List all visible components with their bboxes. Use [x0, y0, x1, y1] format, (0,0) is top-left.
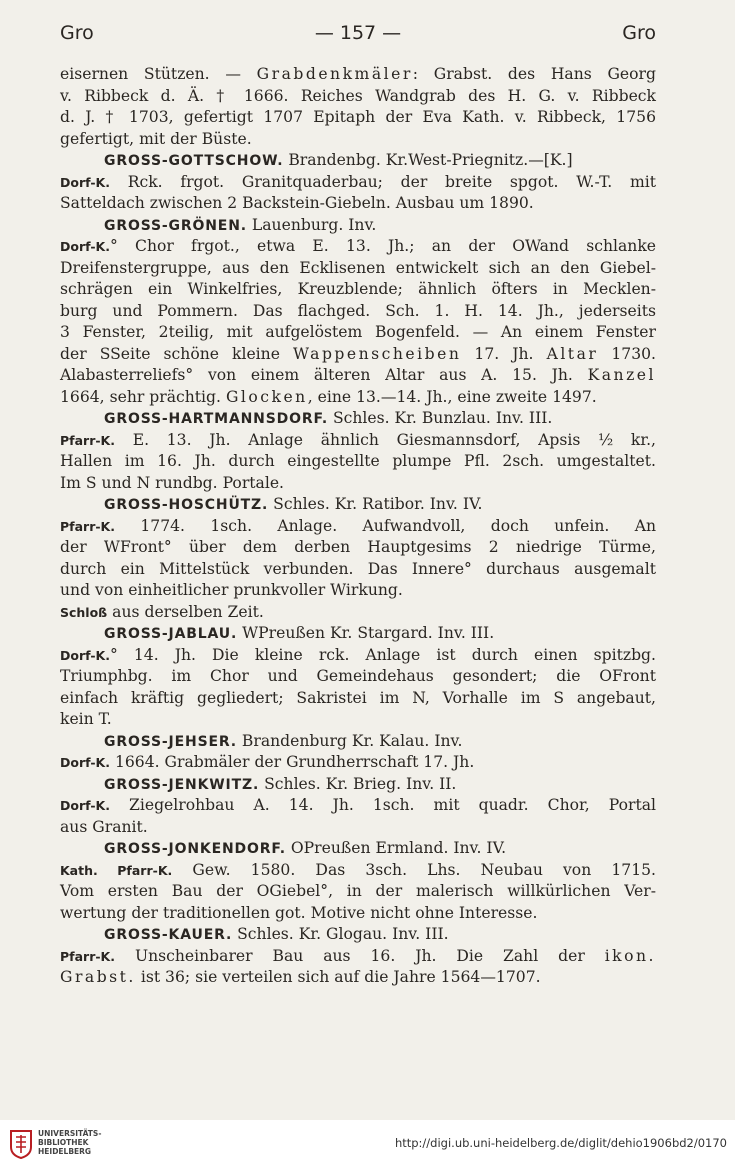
text-line: Dreifenstergruppe, aus den Ecklisenen entwickelt sich an den Giebel- — [60, 258, 656, 277]
building-label: Pfarr-K. — [60, 948, 115, 964]
text-line: Vom ersten Bau der OGiebel°, in der malerisch willkürlichen Ver- — [60, 882, 656, 900]
text-line — [60, 967, 656, 989]
spaced-term: Grabst. — [60, 968, 136, 986]
building-label: Dorf-K. — [60, 755, 110, 770]
text-line — [60, 344, 656, 366]
spaced-term: ikon. — [604, 946, 657, 965]
text-segment: ist 36; sie verteilen sich auf die Jahre 1564—1707. — [135, 968, 541, 986]
spaced-term: Glocken — [225, 387, 308, 406]
text-line: d. J. † 1703, gefertigt 1707 Epitaph der Eva Kath. v. Ribbeck, 1756 — [60, 108, 656, 126]
entry-heading: GROSS-JEHSER. — [104, 733, 237, 750]
building-label: Dorf-K. — [60, 647, 110, 663]
text-line: Im S und N rundbg. Portale. — [60, 473, 285, 492]
entry-heading: GROSS-GOTTSCHOW. — [104, 153, 284, 169]
building-label: Schloß — [60, 604, 108, 620]
text-line — [60, 602, 656, 624]
entry-heading-line — [60, 838, 656, 860]
entry-heading-line — [60, 924, 656, 946]
text-segment: aus derselben Zeit. — [112, 602, 264, 621]
text-line: 3 Fenster, 2teilig, mit aufgelöstem Bogenfeld. — An einem Fenster — [60, 323, 656, 341]
text-segment: ° Chor frgot., etwa E. 13. Jh.; an der OWand schlanke — [109, 237, 656, 255]
text-segment: Alabasterreliefs° von einem älteren Altar aus A. 15. Jh. — [60, 366, 588, 384]
spaced-term: Altar — [546, 344, 599, 363]
library-name — [38, 1129, 101, 1156]
building-label: Dorf-K. — [60, 174, 110, 190]
header-right-keyword: Gro — [622, 22, 656, 44]
text-line: Satteldach zwischen 2 Backstein-Giebeln. Ausbau um 1890. — [60, 194, 534, 212]
text-line: wertung der traditionellen got. Motive nicht ohne Interesse. — [60, 903, 538, 922]
text-line: gefertigt, mit der Büste. — [60, 129, 252, 148]
entry-heading: GROSS-HOSCHÜTZ. — [104, 497, 269, 513]
text-line: v. Ribbeck d. Ä. † 1666. Reiches Wandgrab des H. G. v. Ribbeck — [60, 86, 656, 105]
building-label: Kath. Pfarr-K. — [60, 862, 173, 878]
spaced-term: Wappenscheiben — [292, 344, 462, 363]
header-left-keyword: Gro — [60, 22, 94, 44]
entry-heading-rest: Schles. Kr. Bunzlau. Inv. III. — [332, 409, 553, 427]
spaced-term: Grabdenkmäler — [256, 65, 413, 83]
page-number: — 157 — — [314, 22, 402, 44]
entry-heading-rest: Schles. Kr. Brieg. Inv. II. — [264, 774, 457, 793]
entry-heading-line — [60, 623, 656, 645]
text-segment: Rck. frgot. Granitquaderbau; der breite spgot. W.-T. mit — [127, 172, 656, 191]
entry-heading-line — [60, 774, 656, 796]
text-line: durch ein Mittelstück verbunden. Das Innere° durchaus ausgemalt — [60, 559, 656, 578]
entry-heading: GROSS-JABLAU. — [104, 626, 238, 642]
text-segment: Gew. 1580. Das 3sch. Lhs. Neubau von 1715. — [192, 860, 656, 879]
entry-heading: GROSS-JONKENDORF. — [104, 841, 286, 857]
entry-heading-rest: Brandenburg Kr. Kalau. Inv. — [241, 731, 463, 750]
library-name-line: UNIVERSITÄTS- — [38, 1129, 102, 1138]
text-line: burg und Pommern. Das flachged. Sch. 1. H. 14. Jh., jederseits — [60, 301, 656, 320]
entry-heading-line — [60, 215, 656, 237]
entry-heading-rest: WPreußen Kr. Stargard. Inv. III. — [242, 624, 495, 642]
text-line: schrägen ein Winkelfries, Kreuzblende; ähnlich öfters in Mecklen- — [60, 280, 656, 298]
spaced-term: Kanzel — [587, 366, 656, 384]
running-header — [60, 22, 656, 52]
text-line — [60, 64, 656, 86]
text-segment: der SSeite schöne kleine — [60, 344, 293, 363]
entry-heading-line — [60, 494, 656, 516]
text-line — [60, 645, 656, 667]
library-logo[interactable] — [8, 1127, 118, 1163]
text-line — [60, 752, 656, 774]
entry-heading-line — [60, 731, 656, 753]
text-segment: 1730. — [598, 344, 656, 363]
entry-heading: GROSS-HARTMANNSDORF. — [104, 411, 328, 427]
entry-heading: GROSS-GRÖNEN. — [104, 217, 247, 234]
text-line — [60, 236, 656, 258]
text-segment: : Grabst. des Hans Georg — [412, 65, 656, 83]
building-label: Pfarr-K. — [60, 518, 115, 534]
entry-heading-line — [60, 408, 656, 430]
entry-heading: GROSS-JENKWITZ. — [104, 776, 260, 793]
building-label: Dorf-K. — [60, 239, 110, 254]
text-line: kein T. — [60, 710, 112, 728]
text-segment: 1774. 1sch. Anlage. Aufwandvoll, doch unfein. An — [140, 516, 656, 535]
text-line: einfach kräftig gegliedert; Sakristei im N, Vorhalle im S angebaut, — [60, 688, 656, 707]
text-line: aus Granit. — [60, 817, 148, 836]
text-line — [60, 172, 656, 194]
text-line — [60, 365, 656, 387]
source-url-link[interactable]: http://digi.ub.uni-heidelberg.de/diglit/dehio1906bd2/0170 — [394, 1136, 727, 1150]
text-segment: Unscheinbarer Bau aus 16. Jh. Die Zahl der — [134, 946, 605, 965]
entry-heading-line — [60, 150, 656, 172]
text-line — [60, 516, 656, 538]
text-line: der WFront° über dem derben Hauptgesims 2 niedrige Türme, — [60, 538, 656, 556]
text-segment: eisernen Stützen. — — [60, 65, 257, 83]
text-line — [60, 387, 656, 409]
text-line — [60, 860, 656, 882]
text-segment: Ziegelrohbau A. 14. Jh. 1sch. mit quadr. Chor, Portal — [129, 796, 656, 814]
building-label: Dorf-K. — [60, 798, 110, 813]
library-name-line: HEIDELBERG — [38, 1147, 92, 1156]
entry-heading-rest: Schles. Kr. Glogau. Inv. III. — [237, 925, 449, 943]
entry-heading: GROSS-KAUER. — [104, 927, 233, 943]
text-segment: E. 13. Jh. Anlage ähnlich Giesmannsdorf, Apsis ½ kr., — [132, 430, 656, 449]
entry-heading-rest: Lauenburg. Inv. — [251, 215, 377, 234]
text-line — [60, 795, 656, 817]
text-line — [60, 946, 656, 968]
entry-heading-rest: Brandenbg. Kr.West-Priegnitz.—[K.] — [288, 151, 573, 169]
text-segment: 1664. Grabmäler der Grundherrschaft 17. Jh. — [114, 753, 475, 771]
footer-bar — [0, 1120, 735, 1166]
text-line: Hallen im 16. Jh. durch eingestellte plumpe Pfl. 2sch. umgestaltet. — [60, 452, 656, 470]
entry-heading-rest: Schles. Kr. Ratibor. Inv. IV. — [273, 495, 483, 513]
entry-heading-rest: OPreußen Ermland. Inv. IV. — [290, 839, 507, 857]
university-seal-icon — [8, 1129, 34, 1159]
page-text — [60, 64, 656, 989]
text-segment: , eine 13.—14. Jh., eine zweite 1497. — [307, 387, 597, 406]
text-line — [60, 430, 656, 452]
text-line: und von einheitlicher prunkvoller Wirkung. — [60, 581, 403, 599]
library-name-line: BIBLIOTHEK — [38, 1138, 89, 1147]
text-segment: 1664, sehr prächtig. — [60, 387, 226, 406]
building-label: Pfarr-K. — [60, 432, 115, 448]
text-segment: ° 14. Jh. Die kleine rck. Anlage ist durch einen spitzbg. — [109, 645, 656, 664]
text-segment: 17. Jh. — [461, 344, 547, 363]
text-line: Triumphbg. im Chor und Gemeindehaus gesondert; die OFront — [60, 667, 656, 685]
